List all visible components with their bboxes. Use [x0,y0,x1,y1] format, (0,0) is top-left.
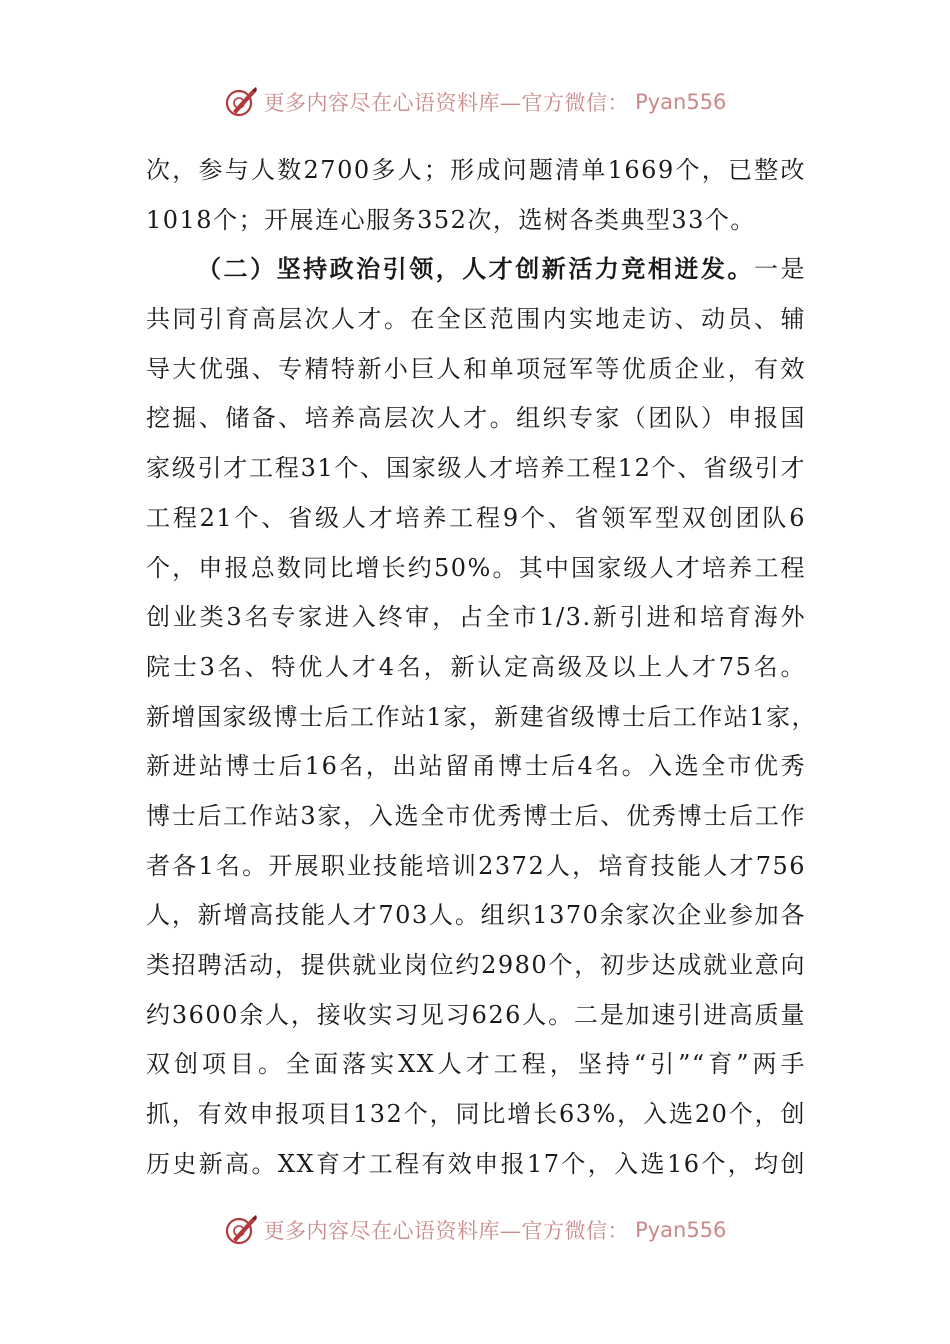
footer-watermark [0,1210,950,1250]
text-line: 院士3名、特优人才4名，新认定高级及以上人才75名。 [146,652,806,681]
text-line: 抓，有效申报项目132个，同比增长63%，入选20个，创 [146,1100,806,1129]
header-watermark [0,82,950,122]
text-line: 家级引才工程31个、国家级人才培养工程12个、省级引才 [146,454,806,483]
text-line: 导大优强、专精特新小巨人和单项冠军等优质企业，有效 [146,354,806,383]
text-line: 次，参与人数2700多人；形成问题清单1669个，已整改 [146,156,806,184]
text-line: 挖掘、储备、培养高层次人才。组织专家（团队）申报国 [146,404,806,433]
text-line: 者各1名。开展职业技能培训2372人，培育技能人才756 [146,851,806,880]
text-line: 新进站博士后16名，出站留甬博士后4名。入选全市优秀 [146,752,806,781]
text-line: 1018个；开展连心服务352次，选树各类典型33个。 [146,205,756,234]
text-line: 工程21个、省级人才培养工程9个、省领军型双创团队6 [146,503,806,532]
text-line: 人，新增高技能人才703人。组织1370余家次企业参加各 [146,901,806,930]
text-line: 创业类3名专家进入终审，占全市1/3.新引进和培育海外 [146,603,806,632]
watermark-wechat-id: Pyan556 [635,90,727,114]
section-heading: （二）坚持政治引领，人才创新活力竞相迸发。 [196,255,754,284]
paragraph-1 [146,146,806,245]
text-line: 共同引育高层次人才。在全区范围内实地走访、动员、辅 [146,305,806,334]
paragraph-2 [146,245,818,1189]
text-line: 新增国家级博士后工作站1家，新建省级博士后工作站1家， [146,702,818,731]
pen-logo-icon [224,85,258,119]
text-line: 类招聘活动，提供就业岗位约2980个，初步达成就业意向 [146,951,806,979]
text-line: 约3600余人，接收实习见习626人。二是加速引进高质量 [146,1000,806,1029]
text-line-heading [146,245,806,295]
text-line: 博士后工作站3家，入选全市优秀博士后、优秀博士后工作 [146,801,806,830]
pen-logo-icon [224,1213,258,1247]
text-line: 历史新高。XX育才工程有效申报17个，入选16个，均创 [146,1149,806,1178]
watermark-text: 更多内容尽在心语资料库—官方微信： [263,91,630,115]
heading-tail: 一是 [753,255,807,284]
watermark-wechat-id: Pyan556 [635,1218,727,1242]
watermark-text: 更多内容尽在心语资料库—官方微信： [263,1219,630,1243]
document-body [146,146,818,1189]
text-line: 个，申报总数同比增长约50%。其中国家级人才培养工程 [146,553,806,582]
text-line: 双创项目。全面落实XX人才工程，坚持“引”“育”两手 [146,1050,806,1079]
